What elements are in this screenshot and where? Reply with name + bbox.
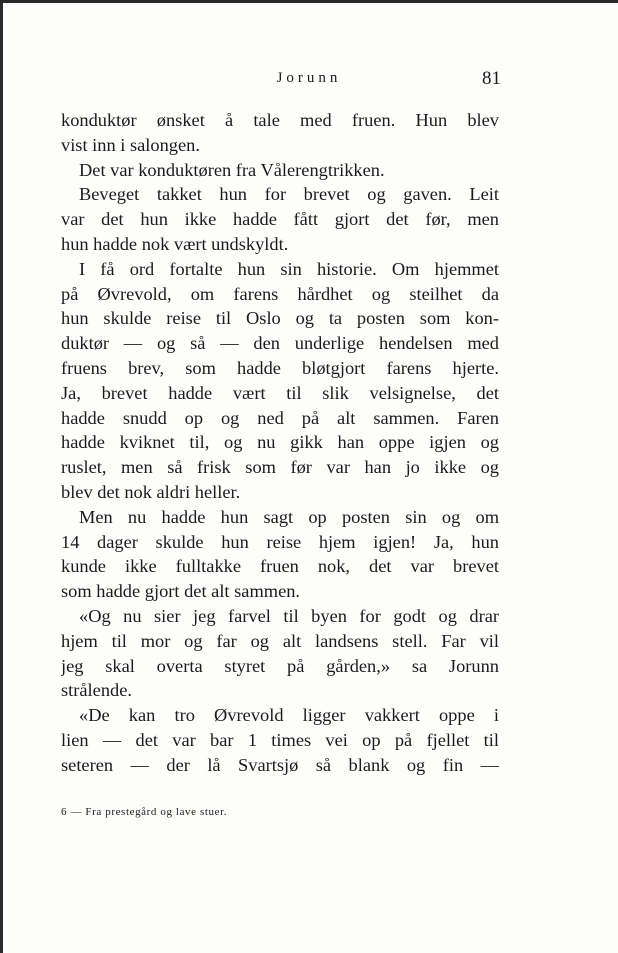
text-line: I få ord fortalte hun sin historie. Om hjemmet bbox=[79, 258, 499, 279]
text-line: Beveget takket hun for brevet og gaven. Leit bbox=[79, 184, 499, 205]
text-line: vist inn i salongen. bbox=[61, 134, 200, 155]
text-line: blev det nok aldri heller. bbox=[61, 481, 241, 502]
text-line: duktør — og så — den underlige hendelsen med bbox=[61, 333, 499, 354]
text-line: jeg skal overta styret på gården,» sa Jorunn bbox=[61, 655, 499, 676]
footnote: 6 — Fra prestegård og lave stuer. bbox=[61, 806, 228, 818]
text-line: på Øvrevold, om farens hårdhet og steilhet da bbox=[61, 283, 499, 304]
body-text bbox=[61, 108, 499, 778]
running-head bbox=[0, 66, 618, 90]
text-line: «Og nu sier jeg farvel til byen for godt og drar bbox=[79, 605, 499, 626]
text-line: Det var konduktøren fra Vålerengtrikken. bbox=[79, 159, 385, 180]
text-line: lien — det var bar 1 times vei op på fjellet til bbox=[61, 729, 499, 750]
text-line: som hadde gjort det alt sammen. bbox=[61, 581, 301, 602]
text-line: strålende. bbox=[61, 680, 132, 701]
text-line: kunde ikke fulltakke fruen nok, det var brevet bbox=[61, 556, 499, 577]
text-line: hadde kviknet til, og nu gikk han oppe igjen og bbox=[61, 432, 499, 453]
text-line: konduktør ønsket å tale med fruen. Hun blev bbox=[61, 110, 499, 130]
text-line: «De kan tro Øvrevold ligger vakkert oppe i bbox=[79, 705, 499, 726]
text-line: Men nu hadde hun sagt op posten sin og om bbox=[79, 506, 499, 527]
text-line: fruens brev, som hadde bløtgjort farens hjerte. bbox=[61, 357, 499, 378]
running-title: Jorunn bbox=[276, 70, 342, 86]
text-line: hun skulde reise til Oslo og ta posten som kon- bbox=[61, 308, 499, 329]
text-line: var det hun ikke hadde fått gjort det før, men bbox=[61, 209, 499, 230]
text-line: hadde snudd op og ned på alt sammen. Faren bbox=[61, 407, 499, 428]
text-line: seteren — der lå Svartsjø så blank og fin — bbox=[61, 754, 499, 775]
text-line: Ja, brevet hadde vært til slik velsignelse, det bbox=[61, 382, 499, 403]
text-line: hun hadde nok vært undskyldt. bbox=[61, 233, 289, 254]
text-line: ruslet, men så frisk som før var han jo ikke og bbox=[61, 457, 499, 478]
text-line: hjem til mor og far og alt landsens stell. Far vil bbox=[61, 630, 499, 651]
page-number: 81 bbox=[482, 68, 501, 89]
text-line: 14 dager skulde hun reise hjem igjen! Ja, hun bbox=[61, 531, 499, 552]
